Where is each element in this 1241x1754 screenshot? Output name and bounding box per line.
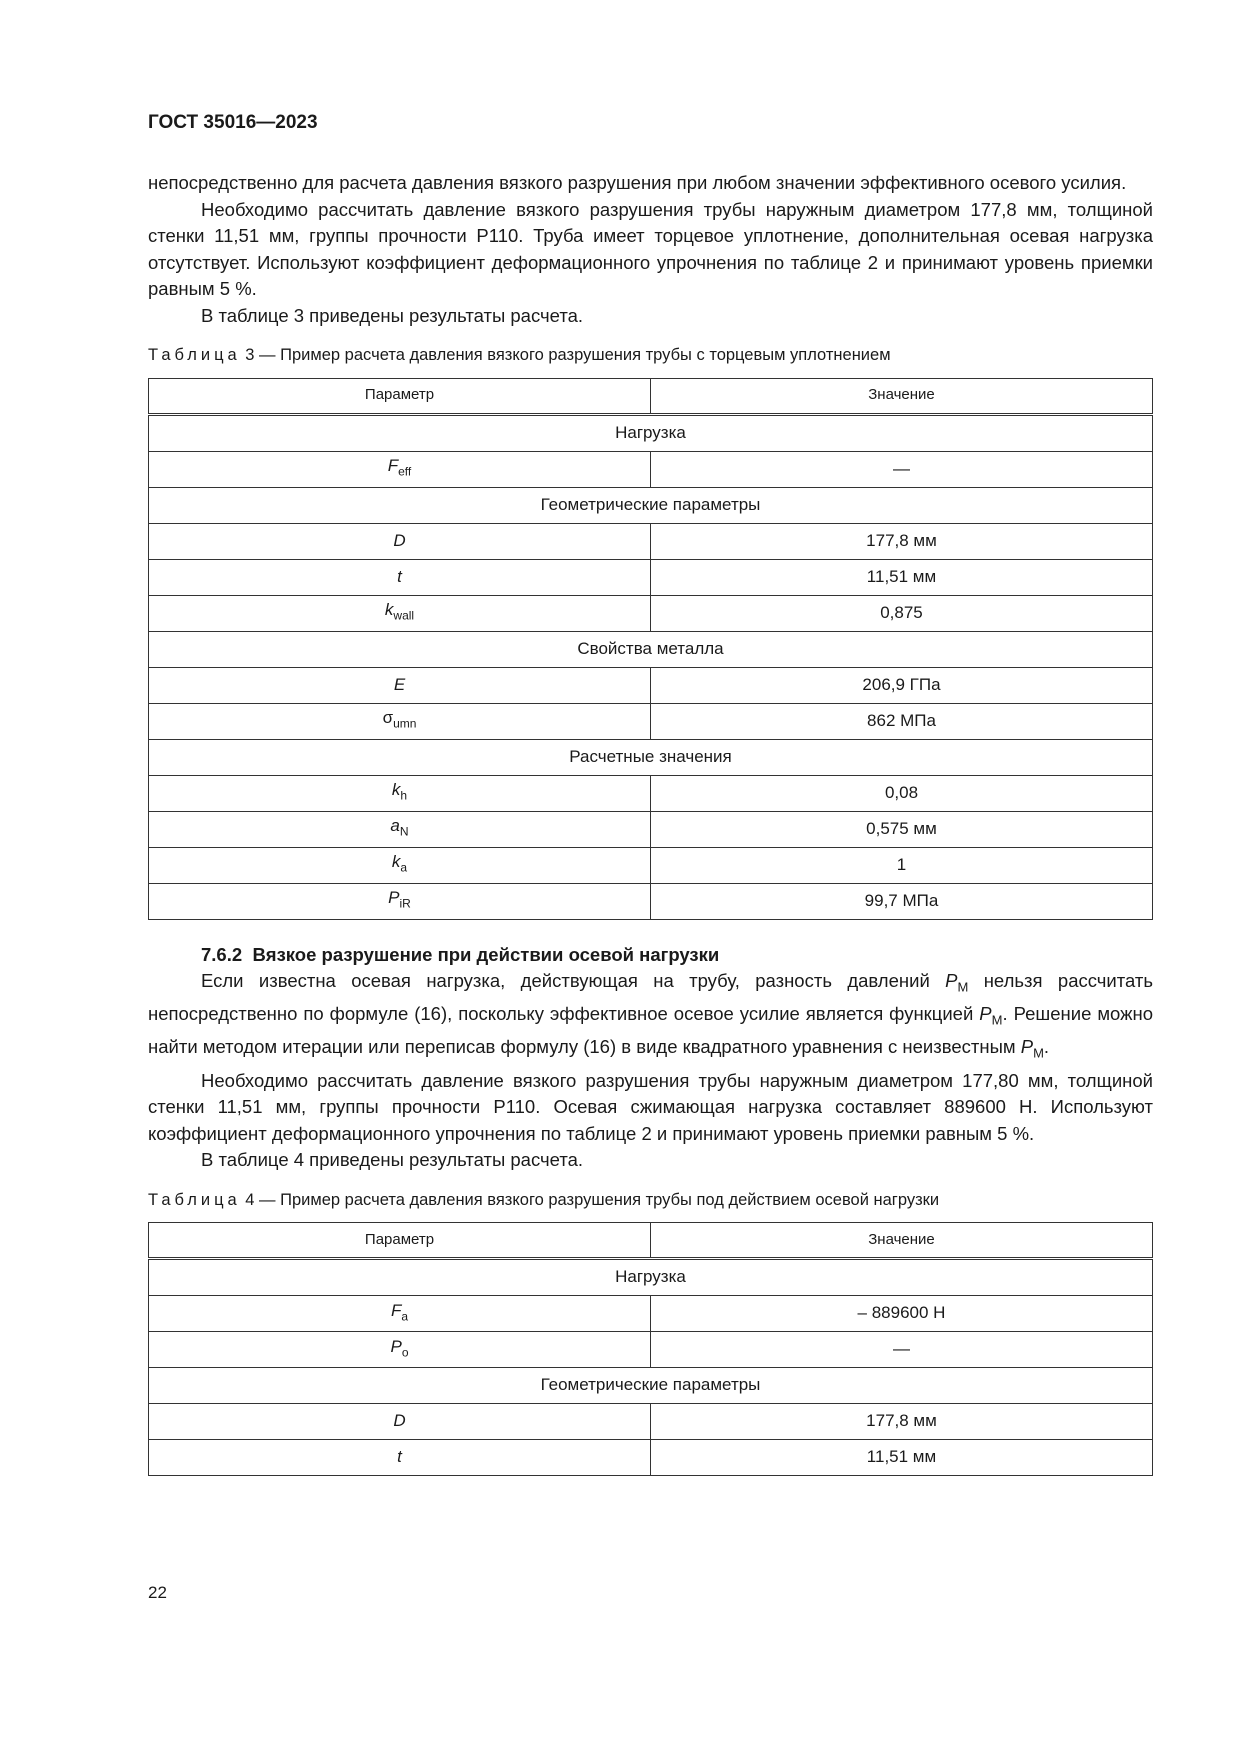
table-header-row [149,1223,1153,1259]
table-row: $P_{iR}$ 99,7 МПа [149,883,1153,919]
table-4 [148,1222,1153,1476]
table-row: $\sigma_{umn}$ 862 МПа [149,703,1153,739]
group-row: Свойства металла [149,631,1153,667]
column-header: Значение [651,378,1153,414]
paragraph: В таблице 3 приведены результаты расчета. [201,304,584,326]
table-row: t 11,51 мм [149,1440,1153,1476]
table-4-caption: Таблица 4 — Пример расчета давления вязкого разрушения трубы под действием осевой нагрузки [148,1190,940,1209]
table-3-caption: Таблица 3 — Пример расчета давления вязкого разрушения трубы с торцевым уплотнением [148,346,891,364]
section-heading: 7.6.2 Вязкое разрушение при действии осевой нагрузки [201,943,720,965]
paragraph: В таблице 4 приведены результаты расчета. [201,1149,584,1171]
column-header: Значение [651,1223,1153,1259]
column-header: Параметр [149,1223,651,1259]
group-row: Нагрузка [149,1259,1153,1296]
table-row: $k_{wall}$ 0,875 [149,595,1153,631]
group-row: Геометрические параметры [149,1368,1153,1404]
table-row: $k_h$ 0,08 [149,775,1153,811]
paragraph: непосредственно для расчета давления вязкого разрушения при любом значении эффективного осевого усилия. [148,172,1127,193]
table-row: $P_o$ — [149,1332,1153,1368]
paragraph: Необходимо рассчитать давление вязкого разрушения трубы наружным диаметром 177,80 мм, толщиной стенки 11,51 мм, группы прочности Р110. Осевая сжимающая нагрузка составляет 889600 Н. Используют коэффициент деформационного упрочнения по таблице 2 и принимают уровень приемки равным 5 %. [148,1069,1153,1144]
table-row: D 177,8 мм [149,1404,1153,1440]
group-row: Расчетные значения [149,739,1153,775]
table-row: $k_a$ 1 [149,847,1153,883]
column-header: Параметр [149,378,651,414]
paragraph: Если известна осевая нагрузка, действующая на трубу, разность давлений $P_M$ нельзя рассчитать непосредственно по формуле (16), поскольку эффективное осевое усилие является функцией $P_M$. Решение можно найти методом итерации или переписав формулу (16) в виде квадратного уравнения с неизвестным $P_M$. [148,970,1154,1062]
paragraph: Необходимо рассчитать давление вязкого разрушения трубы наружным диаметром 177,8 мм, толщиной стенки 11,51 мм, группы прочности Р110. Труба имеет торцевое уплотнение, дополнительная осевая нагрузка отсутствует. Используют коэффициент деформационного упрочнения по таблице 2 и принимают уровень приемки равным 5 %. [148,198,1153,299]
table-row: D 177,8 мм [149,523,1153,559]
document-header: ГОСТ 35016—2023 [148,112,318,133]
body-text [148,170,1153,1476]
table-row: E 206,9 ГПа [149,667,1153,703]
table-row: $F_{eff}$ — [149,451,1153,487]
table-row: $F_a$ – 889600 Н [149,1296,1153,1332]
group-row: Нагрузка [149,414,1153,451]
page-number: 22 [148,1583,167,1602]
table-row: t 11,51 мм [149,559,1153,595]
table-3 [148,378,1153,920]
table-row: $a_N$ 0,575 мм [149,811,1153,847]
table-header-row [149,378,1153,414]
group-row: Геометрические параметры [149,487,1153,523]
